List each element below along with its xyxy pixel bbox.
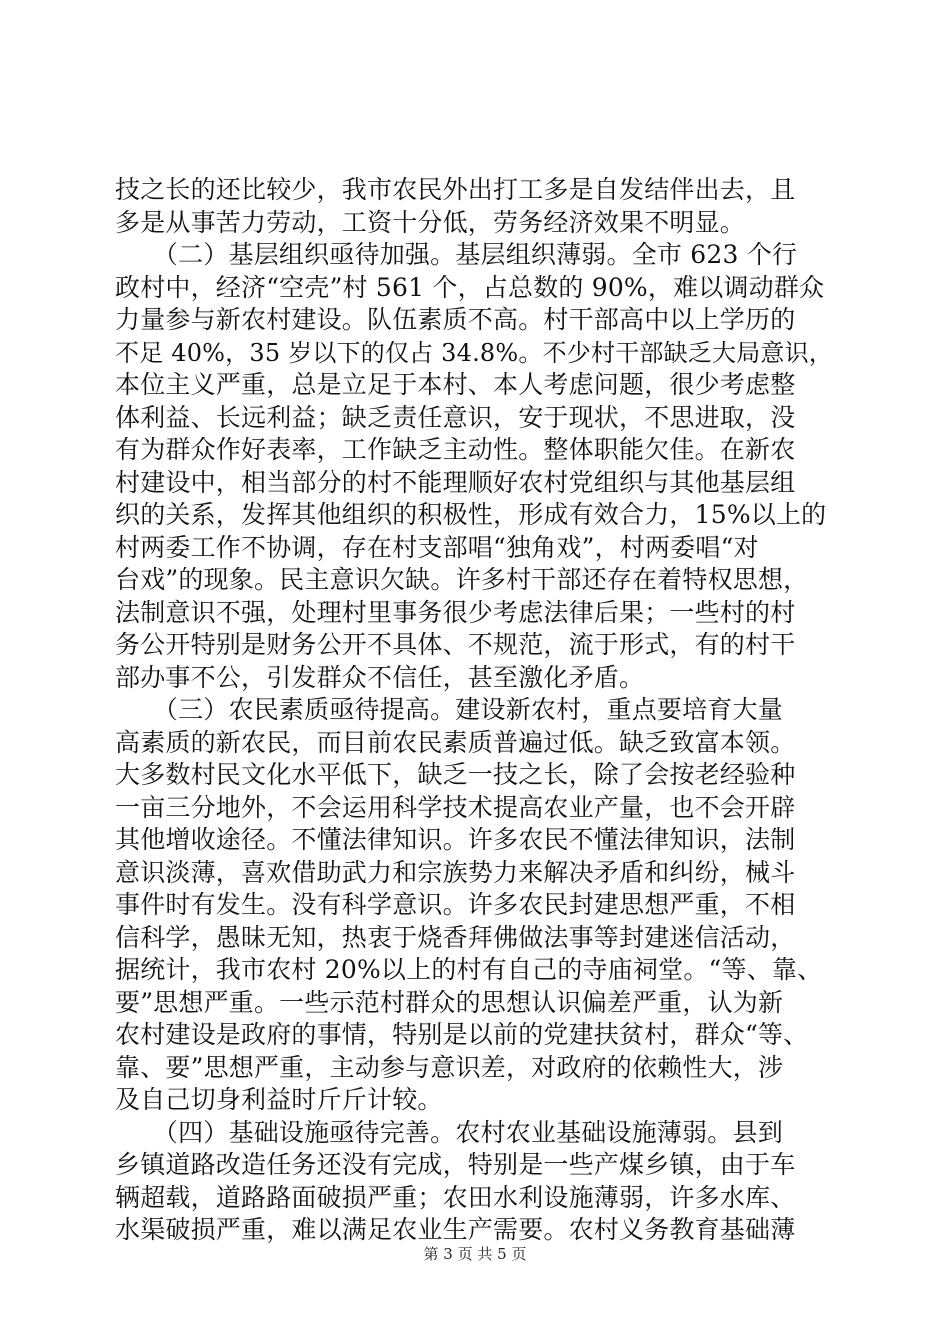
text-line: 要”思想严重。一些示范村群众的思想认识偏差严重，认为新 xyxy=(115,987,784,1017)
text-line: 有为群众作好表率，工作缺乏主动性。整体职能欠佳。在新农 xyxy=(115,435,796,464)
text-line: 靠、要”思想严重，主动参与意识差，对政府的依赖性大，涉 xyxy=(115,1052,784,1082)
text-line: 本位主义严重，总是立足于本村、本人考虑问题，很少考虑整 xyxy=(115,370,796,399)
text-line: 及自己切身利益时斤斤计较。 xyxy=(115,1085,443,1114)
text-line: 务公开特别是财务公开不具体、不规范，流于形式，有的村干 xyxy=(115,630,796,659)
text-line: 村两委工作不协调，存在村支部唱“独角戏”，村两委唱“对 xyxy=(115,532,759,562)
text-line: 乡镇道路改造任务还没有完成，特别是一些产煤乡镇，由于车 xyxy=(115,1150,796,1179)
page-footer: 第 3 页 共 5 页 xyxy=(423,1245,527,1263)
text-line: 其他增收途径。不懂法律知识。许多农民不懂法律知识，法制 xyxy=(115,825,796,854)
text-line: 政村中，经济“空壳”村 561 个，占总数的 90%，难以调动群众 xyxy=(115,272,825,302)
text-line: 部办事不公，引发群众不信任，甚至激化矛盾。 xyxy=(115,662,645,692)
text-line: 一亩三分地外，不会运用科学技术提高农业产量，也不会开辟 xyxy=(115,792,796,822)
text-line: 水渠破损严重，难以满足农业生产需要。农村义务教育基础薄 xyxy=(115,1215,796,1244)
text-line: 辆超载，道路路面破损严重；农田水利设施薄弱，许多水库、 xyxy=(115,1182,796,1212)
body-text xyxy=(115,174,835,1247)
text-line: 不足 40%，35 岁以下的仅占 34.8%。不少村干部缺乏大局意识， xyxy=(115,338,834,367)
text-line: 力量参与新农村建设。队伍素质不高。村干部高中以上学历的 xyxy=(115,305,796,334)
text-line: 农村建设是政府的事情，特别是以前的党建扶贫村，群众“等、 xyxy=(115,1020,809,1049)
text-line: 法制意识不强，处理村里事务很少考虑法律后果；一些村的村 xyxy=(115,597,796,627)
text-line: 多是从事苦力劳动，工资十分低，劳务经济效果不明显。 xyxy=(115,207,746,237)
text-line: 村建设中，相当部分的村不能理顺好农村党组织与其他基层组 xyxy=(115,467,796,497)
text-line: 台戏”的现象。民主意识欠缺。许多村干部还存在着特权思想， xyxy=(115,565,809,594)
text-line: 高素质的新农民，而目前农民素质普遍过低。缺乏致富本领。 xyxy=(115,727,796,757)
text-line: （三）农民素质亟待提高。建设新农村，重点要培育大量 xyxy=(115,695,783,724)
text-line: 织的关系，发挥其他组织的积极性，形成有效合力，15%以上的 xyxy=(115,500,827,529)
text-line: 体利益、长远利益；缺乏责任意识，安于现状，不思进取，没 xyxy=(115,402,796,432)
text-line: （四）基础设施亟待完善。农村农业基础设施薄弱。县到 xyxy=(115,1117,783,1147)
text-line: 据统计，我市农村 20%以上的村有自己的寺庙祠堂。“等、靠、 xyxy=(115,955,823,984)
text-line: 技之长的还比较少，我市农民外出打工多是自发结伴出去，且 xyxy=(115,175,796,204)
text-line: 事件时有发生。没有科学意识。许多农民封建思想严重，不相 xyxy=(115,890,796,919)
text-line: 信科学，愚昧无知，热衷于烧香拜佛做法事等封建迷信活动， xyxy=(115,922,796,952)
text-line: 大多数村民文化水平低下，缺乏一技之长，除了会按老经验种 xyxy=(115,760,796,789)
text-line: 意识淡薄，喜欢借助武力和宗族势力来解决矛盾和纠纷，械斗 xyxy=(115,857,796,887)
text-line: （二）基层组织亟待加强。基层组织薄弱。全市 623 个行 xyxy=(115,240,798,269)
